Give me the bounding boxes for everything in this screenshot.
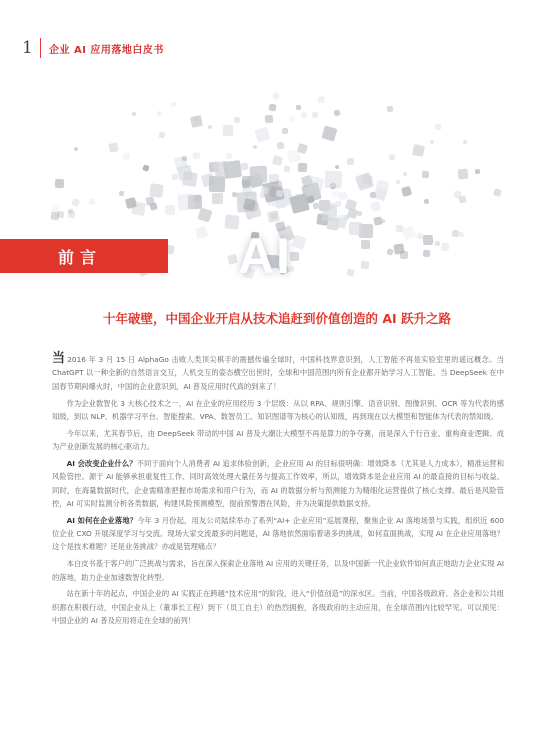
decorative-cube [457, 169, 468, 180]
decorative-cube [194, 195, 201, 202]
decorative-cube [240, 162, 249, 171]
decorative-cube [349, 222, 362, 235]
decorative-cube [333, 109, 340, 116]
document-title: 企业 AI 应用落地白皮书 [49, 44, 164, 56]
decorative-cube [422, 250, 430, 258]
decorative-cube [282, 128, 289, 135]
decorative-cube [322, 206, 337, 221]
decorative-cube [403, 171, 408, 176]
decorative-cube [317, 95, 325, 103]
decorative-cube [122, 152, 131, 161]
decorative-cube [212, 193, 223, 204]
paragraph-5 [52, 514, 504, 554]
decorative-cube [295, 105, 301, 111]
decorative-cube [321, 125, 337, 141]
decorative-cube [424, 198, 430, 204]
decorative-cube [177, 193, 195, 211]
decorative-cube [207, 124, 212, 129]
decorative-cube [73, 147, 78, 152]
decorative-cube [223, 160, 242, 179]
decorative-cube [249, 166, 267, 184]
paragraph-1 [52, 352, 504, 393]
decorative-cube [346, 268, 355, 277]
decorative-cube [388, 153, 396, 161]
decorative-cube [301, 112, 307, 118]
decorative-cube [306, 195, 314, 203]
decorative-cube [430, 140, 435, 145]
decorative-cube [288, 116, 295, 123]
decorative-cube [458, 232, 464, 238]
decorative-cube [193, 151, 202, 160]
decorative-cube [165, 205, 176, 216]
decorative-cube [158, 131, 165, 138]
paragraph-5-text: 今年 3 月份起，用友公司陆续举办了系列“AI+ 企业应用”巡展课程，聚焦企业 AI 落地场景与实践，组织近 600 位企业 CXO 开展深度学习与交流。现场大家交流最多的问题是，AI 落地依然面临着诸多的挑战，如何直面挑战，实现 AI 在企业应用落地？这个是技术难题？还是业务挑战？亦或是管理痛点？ [52, 515, 504, 552]
question-heading-1: AI 会改变企业什么？ [66, 458, 137, 468]
decorative-cube [71, 198, 80, 207]
decorative-cube [190, 115, 202, 127]
decorative-cube [412, 144, 424, 156]
decorative-cube [440, 243, 450, 253]
decorative-cube [462, 140, 467, 145]
decorative-cube [68, 209, 73, 214]
decorative-cube [132, 112, 137, 117]
decorative-cube [387, 105, 394, 112]
decorative-cube [119, 191, 124, 196]
decorative-cube [360, 240, 369, 249]
decorative-cube [325, 170, 343, 188]
decorative-cube [298, 163, 307, 172]
decorative-cube [272, 155, 282, 165]
decorative-cube [268, 103, 276, 111]
decorative-cube [255, 127, 272, 144]
decorative-cube [108, 143, 118, 153]
decorative-cube [370, 201, 381, 212]
decorative-cube [338, 191, 347, 200]
decorative-cube [475, 168, 481, 174]
section-title: 前言 [58, 247, 103, 267]
decorative-cube [276, 189, 284, 197]
decorative-cube [283, 165, 290, 172]
decorative-cube [89, 198, 97, 206]
decorative-cube [226, 152, 233, 159]
decorative-cube [157, 110, 164, 117]
decorative-cube [312, 112, 319, 119]
decorative-cube [435, 240, 441, 246]
section-subtitle: 十年破壁，中国企业开启从技术追赶到价值创造的 AI 跃升之路 [102, 311, 452, 326]
decorative-cube [57, 211, 65, 219]
decorative-cube [347, 158, 355, 166]
decorative-cube [224, 214, 239, 229]
decorative-cube [278, 181, 283, 186]
decorative-cube [143, 165, 150, 172]
decorative-cube [55, 179, 64, 188]
decorative-cube [458, 195, 466, 203]
decorative-cube [357, 211, 363, 217]
decorative-cube [209, 175, 225, 191]
section-banner [0, 239, 168, 273]
decorative-cube [423, 235, 434, 246]
decorative-cube [253, 145, 257, 149]
decorative-cube [171, 102, 176, 107]
running-header [22, 38, 164, 58]
decorative-cube [361, 261, 369, 269]
decorative-cube [402, 226, 417, 241]
paragraph-6: 本白皮书基于客户的广泛挑战与需求，旨在深入探索企业落地 AI 应用的关键任务，以及中国新一代企业软件如何真正地助力企业实现 AI 的落地，助力企业加速数智化转型。 [52, 559, 504, 582]
decorative-cube [276, 141, 285, 150]
decorative-cube [197, 208, 212, 223]
decorative-cube [386, 248, 394, 256]
drop-cap: 当 [52, 351, 66, 366]
decorative-cube [287, 148, 302, 163]
paragraph-1-text: 2016 年 3 月 15 日 AlphaGo 击败人类顶尖棋手的震撼传遍全球时，中国科技界意识到，人工智能不再是实验室里的遥远概念。当 ChatGPT 以一种全新的自然语言交互，人机交互的姿态横空出世时，全球和中国范围内所有企业都开始学习人工智能。当 DeepSeek 在中国春节期间爆火时，中国的企业意识到，AI 普及应用时代真的到来了！ [52, 355, 504, 391]
paragraph-2: 作为企业数智化 3 大核心技术之一，AI 在企业的应用经历 3 个层级：从以 RPA、规则引擎、语音识别、图像识别、OCR 等为代表的感知级，到以 NLP、机器学习平台、智能搜索、VPA、数智员工、知识图谱等为核心的认知级，再到现在以大模型和智能体为代表的禁知级。 [52, 398, 504, 421]
decorative-cube [223, 125, 233, 135]
paragraph-4 [52, 457, 504, 511]
decorative-cube [233, 116, 241, 124]
body-text [52, 352, 504, 631]
header-divider [40, 38, 41, 58]
paragraph-7: 站在新十年的起点，中国企业的 AI 实践正在跨越“技术应用”的阶段，进入“价值创造”的深水区。当前，中国各级政府、各企业和公共组织都在积极行动，中国企业从上（董事长工程）到下（员工自主）的热烈拥抱，各级政府的主动应用，在全球范围内比较罕见。可以预见：中国企业的 AI 普及应用将走在全球的前列！ [52, 589, 504, 626]
decorative-cube [400, 251, 409, 260]
decorative-cube [149, 183, 163, 197]
decorative-cube [265, 115, 274, 124]
decorative-cube [335, 164, 340, 169]
page-number: 1 [22, 38, 33, 58]
decorative-cube [248, 216, 253, 221]
decorative-cube [396, 180, 401, 185]
decorative-cube [272, 92, 280, 100]
paragraph-4-text: 不同于面向个人消费者 AI 追求体验创新，企业应用 AI 的目标很明确：增效降本（尤其是人力成本），精准运营和风险管控。源于 AI 能够承担重复性工作、同时高效处理大量任务与提高工作效率，所以，增效降本是企业应用 AI 的最直接的目标与收益。同时，在海量数据时代，企业需精准把握市场需求和用户行为，而 AI 的数据分析与预测能力为精细化运营提供了核心支撑。最后是风险管控，AI 可实时监测分析各类数据，构建风险预测模型，提前预警潜在风险，并为决策提供数据支持。 [52, 458, 504, 508]
decorative-cube [267, 210, 280, 223]
decorative-cube [435, 124, 441, 130]
paragraph-3: 今年以来，尤其春节后，由 DeepSeek 带动的中国 AI 普及大潮让大模型不再是算力的争夺赛，而是深入千行百业、重构商业逻辑、成为产业创新发展的核心驱动力。 [52, 428, 504, 452]
ai-mark: AI [238, 228, 292, 284]
decorative-cube [493, 188, 501, 196]
decorative-cube [227, 254, 238, 265]
decorative-cube [181, 155, 187, 161]
decorative-cube [195, 226, 209, 240]
question-heading-2: AI 如何在企业落地？ [66, 515, 138, 525]
decorative-cube [422, 170, 429, 177]
decorative-cube [401, 186, 412, 197]
